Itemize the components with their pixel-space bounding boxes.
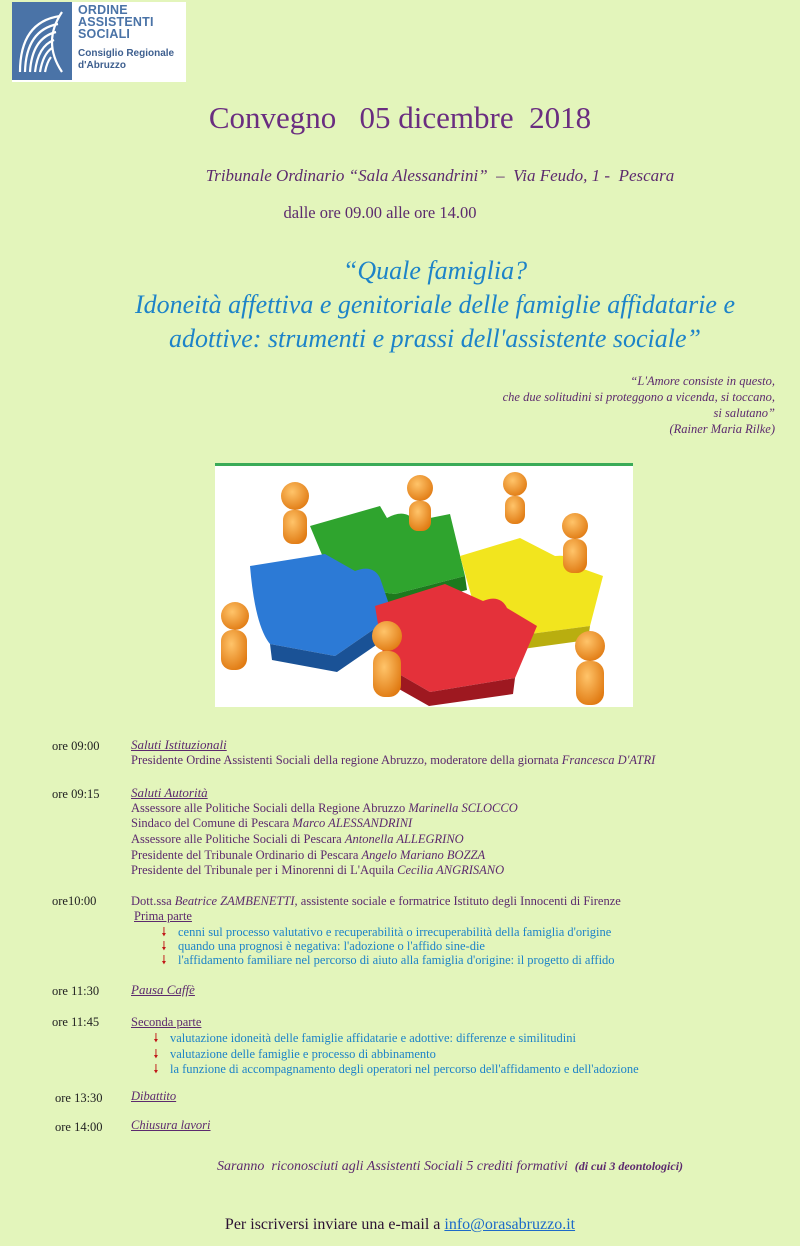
down-arrow-bullet-icon: 🠗 — [153, 1062, 159, 1076]
s3-bullet-1: 🠗 cenni sul processo valutativo e recuperabilità o irrecuperabilità della famiglia d'origine — [158, 923, 611, 944]
time-0915: ore 09:15 — [52, 787, 100, 801]
logo-line-3: SOCIALI — [78, 27, 131, 41]
s5-part: Seconda parte — [131, 1015, 202, 1029]
s2-line-4: Presidente del Tribunale Ordinario di Pescara Angelo Mariano BOZZA — [131, 848, 486, 862]
event-venue: Tribunale Ordinario “Sala Alessandrini” – Via Feudo, 1 - Pescara — [205, 166, 675, 185]
s2-line-5: Presidente del Tribunale per i Minorenni di L'Aquila Cecilia ANGRISANO — [131, 863, 505, 877]
s3-bullet-3: 🠗 l'affidamento familiare nel percorso di aiuto alla famiglia d'origine: il progetto di affido — [158, 951, 615, 972]
section-chiusura-lavori: Chiusura lavori — [131, 1118, 211, 1132]
s3-bullet-2: 🠗 quando una prognosi è negativa: l'adozione o l'affido sine-die — [158, 937, 485, 958]
s3-speaker: Dott.ssa Beatrice ZAMBENETTI, assistente sociale e formatrice Istituto degli Innocenti di Firenze — [131, 894, 621, 908]
down-arrow-bullet-icon: 🠗 — [161, 939, 167, 953]
quote-author: (Rainer Maria Rilke) — [669, 422, 775, 436]
time-1145: ore 11:45 — [52, 1015, 100, 1029]
s2-line-3: Assessore alle Politiche Sociali di Pescara Antonella ALLEGRINO — [131, 832, 464, 846]
quote-line-1: “L'Amore consiste in questo, — [630, 374, 775, 388]
quote-line-2: che due solitudini si proteggono a vicenda, si toccano, — [502, 390, 775, 404]
time-0900: ore 09:00 — [52, 739, 100, 753]
section-dibattito: Dibattito — [131, 1089, 177, 1103]
section-saluti-istituzionali: Saluti Istituzionali — [131, 737, 227, 752]
signup-line: Per iscriversi inviare una e-mail a info@orasabruzzo.it — [224, 1216, 576, 1233]
quote-line-3: si salutano” — [713, 406, 775, 420]
time-1330: ore 13:30 — [55, 1091, 103, 1105]
credits-note: Saranno riconosciuti agli Assistenti Sociali 5 crediti formativi (di cui 3 deontologici) — [216, 1159, 684, 1174]
section-saluti-autorita: Saluti Autorità — [131, 785, 208, 800]
email-link[interactable]: info@orasabruzzo.it — [444, 1216, 576, 1233]
event-title: Convegno 05 dicembre 2018 — [208, 100, 592, 135]
time-1130: ore 11:30 — [52, 984, 100, 998]
blue-puzzle-piece — [250, 554, 395, 672]
logo-line-2: ASSISTENTI — [78, 15, 154, 29]
down-arrow-bullet-icon: 🠗 — [161, 925, 167, 939]
time-1000: ore10:00 — [52, 894, 97, 908]
time-1400: ore 14:00 — [55, 1120, 103, 1134]
s5-bullet-3: 🠗 la funzione di accompagnamento degli operatori nel percorso dell'affidamento e dell'adozione — [150, 1060, 639, 1081]
logo — [12, 2, 186, 82]
puzzle-people-image — [215, 463, 633, 707]
s3-part: Prima parte — [134, 909, 192, 923]
headline-line-2: Idoneità affettiva e genitoriale delle famiglie affidatarie e — [134, 290, 736, 319]
down-arrow-bullet-icon: 🠗 — [153, 1031, 159, 1045]
spiral-logo-icon — [12, 2, 72, 80]
s2-line-2: Sindaco del Comune di Pescara Marco ALESSANDRINI — [131, 816, 413, 830]
down-arrow-bullet-icon: 🠗 — [153, 1047, 159, 1061]
logo-line-1: ORDINE — [78, 3, 128, 17]
logo-line-4: Consiglio Regionale — [78, 48, 175, 59]
headline-line-3: adottive: strumenti e prassi dell'assistente sociale” — [168, 324, 701, 353]
s1-line: Presidente Ordine Assistenti Sociali della regione Abruzzo, moderatore della giornata Francesca D'ATRI — [131, 753, 656, 767]
s5-bullet-1: 🠗 valutazione idoneità delle famiglie affidatarie e adottive: differenze e similitudini — [150, 1029, 576, 1050]
headline-line-1: “Quale famiglia? — [342, 256, 528, 285]
event-hours: dalle ore 09.00 alle ore 14.00 — [283, 203, 477, 222]
s2-line-1: Assessore alle Politiche Sociali della Regione Abruzzo Marinella SCLOCCO — [131, 801, 518, 815]
logo-line-5: d'Abruzzo — [78, 60, 126, 71]
s5-bullet-2: 🠗 valutazione delle famiglie e processo di abbinamento — [150, 1045, 436, 1066]
section-pausa-caffe: Pausa Caffè — [131, 982, 195, 997]
down-arrow-bullet-icon: 🠗 — [161, 953, 167, 967]
